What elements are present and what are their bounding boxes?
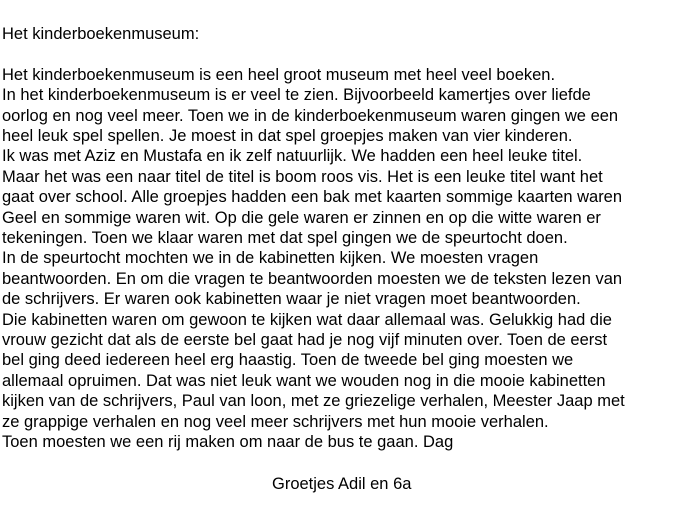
text-line: beantwoorden. En om die vragen te beantwoorden moesten we de teksten lezen van <box>2 269 623 288</box>
document-body <box>2 24 698 453</box>
text-line: gaat over school. Alle groepjes hadden een bak met kaarten sommige kaarten waren <box>2 188 623 207</box>
text-line: heel leuk spel spellen. Je moest in dat spel groepjes maken van vier kinderen. <box>2 127 573 146</box>
text-line: kijken van de schrijvers, Paul van loon, met ze griezelige verhalen, Meester Jaap met <box>2 392 625 411</box>
text-line: Toen moesten we een rij maken om naar de bus te gaan. Dag <box>2 433 454 452</box>
signature: Groetjes Adil en 6a <box>272 475 412 493</box>
text-line: ze grappige verhalen en nog veel meer schrijvers met hun mooie verhalen. <box>2 412 549 431</box>
text-line: oorlog en nog veel meer. Toen we in de kinderboekenmuseum waren gingen we een <box>2 106 619 125</box>
text-line: bel ging deed iedereen heel erg haastig. Toen de tweede bel ging moesten we <box>2 351 574 370</box>
text-line: vrouw gezicht dat als de eerste bel gaat had je nog vijf minuten over. Toen de eerst <box>2 331 608 350</box>
text-line: Die kabinetten waren om gewoon te kijken wat daar allemaal was. Gelukkig had die <box>2 310 612 329</box>
text-line: de schrijvers. Er waren ook kabinetten waar je niet vragen moet beantwoorden. <box>2 290 581 309</box>
text-line: Geel en sommige waren wit. Op die gele waren er zinnen en op die witte waren er <box>2 208 601 227</box>
text-line: Maar het was een naar titel de titel is boom roos vis. Het is een leuke titel want het <box>2 167 603 186</box>
text-line: Het kinderboekenmuseum is een heel groot museum met heel veel boeken. <box>2 65 556 84</box>
blank-line <box>2 44 698 64</box>
text-line: tekeningen. Toen we klaar waren met dat spel gingen we de speurtocht doen. <box>2 229 568 248</box>
text-line: In het kinderboekenmuseum is er veel te zien. Bijvoorbeeld kamertjes over liefde <box>2 86 591 105</box>
text-line: allemaal opruimen. Dat was niet leuk want we wouden nog in die mooie kabinetten <box>2 371 606 390</box>
document-title: Het kinderboekenmuseum: <box>2 25 200 43</box>
text-line: Ik was met Aziz en Mustafa en ik zelf natuurlijk. We hadden een heel leuke titel. <box>2 147 583 166</box>
text-line: In de speurtocht mochten we in de kabinetten kijken. We moesten vragen <box>2 249 539 268</box>
